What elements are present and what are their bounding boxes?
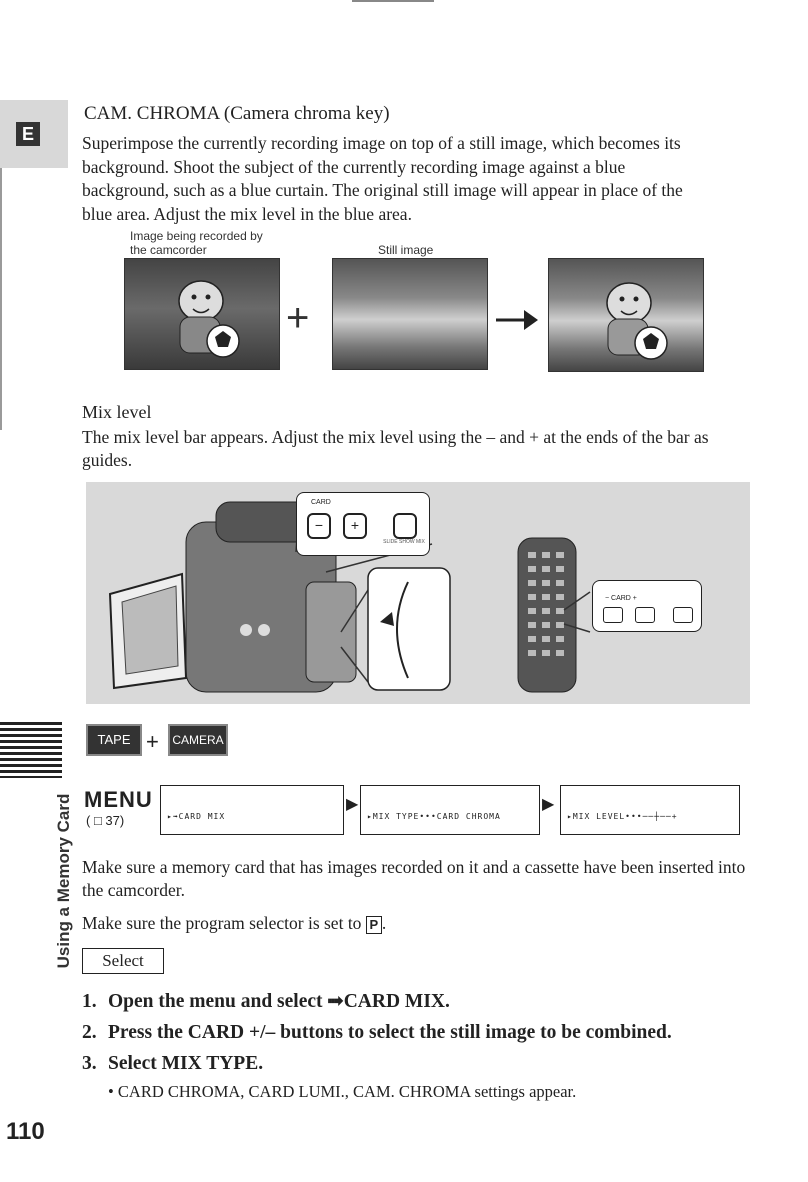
- menu-step-card-mix: ▸➟CARD MIX: [160, 785, 344, 835]
- card-plus-button[interactable]: +: [343, 513, 367, 539]
- menu-arrow-2: ▶: [542, 796, 555, 813]
- section-label: Using a Memory Card: [54, 793, 73, 969]
- card-buttons-callout: [296, 492, 430, 556]
- instruction-card-inserted: Make sure a memory card that has images recorded on it and a cassette have been inserted into the camcorder.: [82, 857, 746, 900]
- arrow-right-icon: [494, 305, 540, 340]
- step-3: 3. Select MIX TYPE.: [82, 1053, 264, 1074]
- left-rule: [0, 168, 2, 430]
- recording-image: [124, 258, 280, 370]
- program-selector-text: Make sure the program selector is set to: [82, 913, 366, 933]
- slide-show-button[interactable]: [393, 513, 417, 539]
- menu-step-mix-level: ▸MIX LEVEL•••──┼──+: [560, 785, 740, 835]
- section-stripes: [0, 722, 62, 778]
- menu-arrow-1: ▶: [346, 796, 359, 813]
- badge-plus: +: [146, 729, 159, 754]
- caption-recording: Image being recorded by the camcorder: [130, 229, 263, 257]
- select-label: Select: [82, 948, 164, 974]
- menu-page-ref: ( □ 37): [86, 813, 125, 828]
- bullet-icon: •: [108, 1082, 118, 1101]
- caption-still: Still image: [378, 243, 434, 257]
- top-rule: [352, 0, 434, 2]
- step-2: 2. Press the CARD +/– buttons to select the still image to be combined.: [82, 1022, 672, 1043]
- combined-image: [548, 258, 704, 372]
- baby-with-ball-icon: [125, 259, 279, 369]
- program-selector-period: .: [381, 913, 387, 933]
- step-1: 1. Open the menu and select ➟CARD MIX.: [82, 991, 450, 1012]
- camcorder-illustration: [86, 482, 750, 704]
- menu-label: MENU: [84, 787, 153, 812]
- section-title: CAM. CHROMA (Camera chroma key): [84, 103, 390, 124]
- program-mode-icon: P: [366, 916, 382, 934]
- remote-plus-button[interactable]: [635, 607, 655, 623]
- remote-minus-button[interactable]: [603, 607, 623, 623]
- card-label: CARD: [311, 499, 331, 506]
- remote-card-label: − CARD +: [605, 595, 637, 602]
- camera-badge: CAMERA: [168, 724, 228, 756]
- mix-level-body: The mix level bar appears. Adjust the mix level using the – and + at the ends of the bar as guides.: [82, 427, 709, 470]
- page-number: 110: [6, 1118, 45, 1145]
- tape-badge: TAPE: [86, 724, 142, 756]
- plus-sign: +: [286, 296, 310, 340]
- steps-list: [82, 988, 762, 1103]
- mix-level-heading: Mix level: [82, 402, 152, 422]
- still-image: [332, 258, 488, 370]
- menu-step-mix-type: ▸MIX TYPE•••CARD CHROMA: [360, 785, 540, 835]
- remote-slide-show-button[interactable]: [673, 607, 693, 623]
- instruction-program-selector: [82, 912, 762, 935]
- language-tab: E: [16, 122, 40, 146]
- section-body: Superimpose the currently recording image on top of a still image, which becomes its background. Shoot the subject of the currently recording image against a blue background, such as a blue curtain. The original still image will appear in place of the blue area. Adjust the mix level in the blue area.: [82, 133, 683, 224]
- baby-with-ball-icon: [549, 259, 703, 371]
- remote-callout: [592, 580, 702, 632]
- card-minus-button[interactable]: −: [307, 513, 331, 539]
- step-3-bullet: • CARD CHROMA, CARD LUMI., CAM. CHROMA settings appear.: [108, 1082, 577, 1101]
- slide-show-label: SLIDE SHOW MIX: [383, 539, 425, 545]
